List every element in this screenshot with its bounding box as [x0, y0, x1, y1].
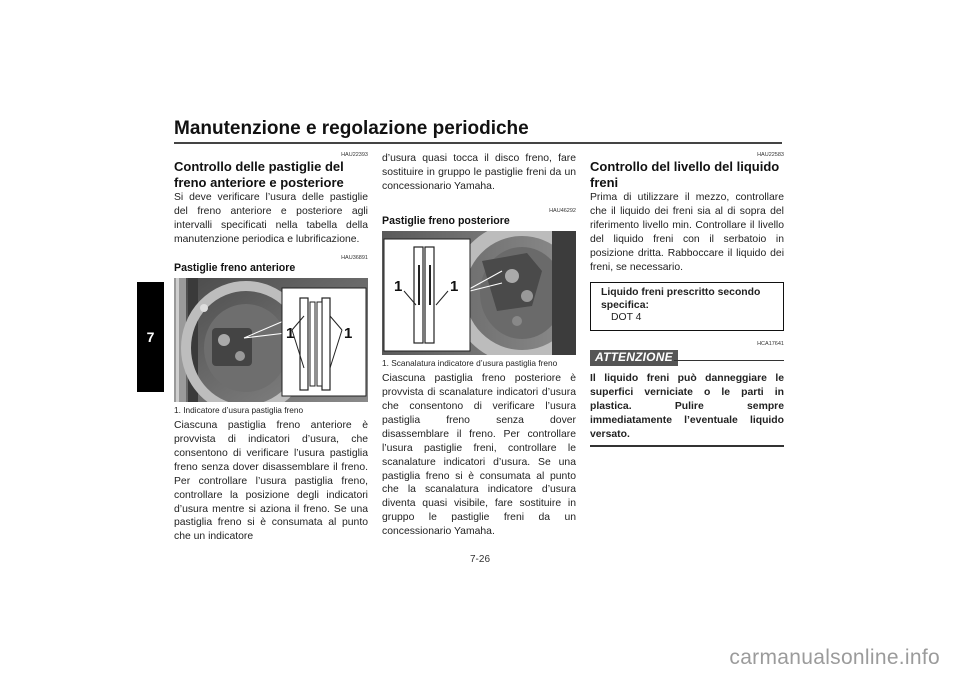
- section-heading: Controllo delle pastiglie del freno anteriore e posteriore: [174, 159, 344, 190]
- attention-end-divider: [590, 445, 784, 447]
- figure-callout-left: 1: [394, 277, 403, 295]
- caption-text: 1. Scanalatura indicatore d’usura pastiglia freno: [382, 357, 558, 368]
- reference-code: HAU46292: [549, 207, 576, 214]
- specification-box: [590, 282, 784, 331]
- chapter-tab: 7: [137, 282, 164, 392]
- rear-brake-photo: [382, 231, 576, 355]
- page-number: 7-26: [469, 554, 490, 565]
- spec-value: DOT 4: [611, 312, 642, 324]
- continuation-paragraph: d’usura quasi tocca il disco freno, fare sostituire in gruppo le pastiglie freni da un concessionario Yamaha.: [382, 153, 576, 192]
- column-3: [590, 152, 784, 447]
- attention-label: ATTENZIONE: [590, 350, 678, 366]
- reference-code: HCA17641: [757, 340, 784, 347]
- attention-divider: [674, 360, 784, 362]
- column-2: [382, 152, 576, 539]
- caption-text: 1. Indicatore d’usura pastiglia freno: [174, 404, 304, 415]
- subsection-heading: Pastiglie freno posteriore: [382, 214, 510, 227]
- body-paragraph: Ciascuna pastiglia freno posteriore è provvista di scanalature indicatori d’usura che consentono di verificare l’usura pastiglia freno senza dover disassemblare il freno. Per controllare l’usura pastiglie freni, controllare le scanalature indicatori d’usura. Se una pastiglia freno si è consumata al punto che la scanalatura indicatore d’usura diventa quasi visibile, fare sostituire in gruppo le pastiglie freni da un concessionario Yamaha.: [382, 373, 576, 538]
- figure-caption: [174, 405, 368, 416]
- watermark: carmanualsonline.info: [729, 646, 940, 669]
- figure-callout-right: 1: [344, 324, 353, 342]
- reference-code: HAU22393: [341, 152, 368, 158]
- figure-callout-left: 1: [286, 324, 295, 342]
- body-paragraph: Prima di utilizzare il mezzo, controllare che il liquido dei freni sia al di sopra del riferimento livello min. Controllare il livello del liquido freni con il serbatoio in posizione dritta. Rabboccare il liquido dei freni, se necessario.: [590, 192, 784, 273]
- attention-text: Il liquido freni può danneggiare le superfici verniciate o le parti in plastica. Pulire sempre immediatamente l’eventuale liquido versato.: [590, 372, 784, 440]
- column-1: [174, 152, 368, 544]
- subsection-heading: Pastiglie freno anteriore: [174, 261, 296, 274]
- spec-title: Liquido freni prescritto secondo specifica:: [601, 287, 761, 311]
- front-brake-photo: [174, 278, 368, 402]
- figure-caption: [382, 358, 576, 369]
- page-header-title: Manutenzione e regolazione periodiche: [174, 118, 529, 139]
- attention-header: [590, 348, 784, 368]
- reference-code: HAU22583: [757, 152, 784, 158]
- intro-paragraph: Si deve verificare l’usura delle pastiglie del freno anteriore e posteriore agli intervalli specificati nella tabella della manutenzione periodica e lubrificazione.: [174, 192, 368, 245]
- reference-code: HAU36891: [341, 254, 368, 261]
- body-paragraph: Ciascuna pastiglia freno anteriore è provvista di indicatori d’usura, che consentono di verificare l’usura pastiglia freno senza dover disassemblare il freno. Per controllare l’usura pastiglia freno, controllare la posizione degli indicatori d’usura mentre si aziona il freno. Se una pastiglia freno si è consumata al punto che un indicatore: [174, 420, 368, 543]
- section-heading: Controllo del livello del liquido freni: [590, 159, 780, 190]
- header-divider: [174, 142, 782, 144]
- figure-callout-right: 1: [450, 277, 459, 295]
